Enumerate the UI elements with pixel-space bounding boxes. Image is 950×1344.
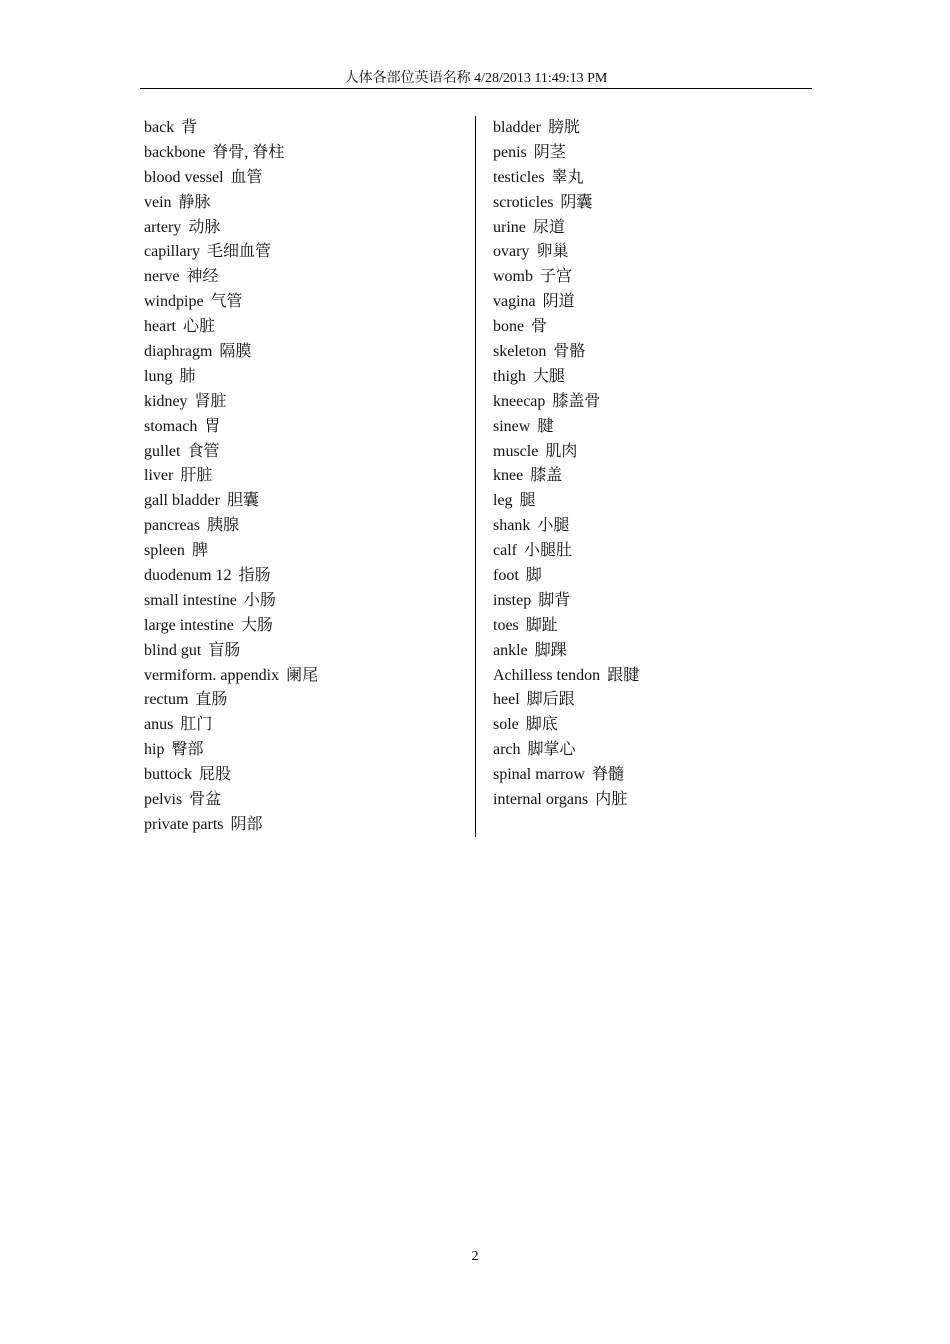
chinese-term: 阴囊: [560, 193, 593, 211]
vocab-entry: [144, 589, 464, 614]
chinese-term: 胆囊: [226, 492, 259, 510]
vocab-entry: [493, 415, 793, 440]
english-term: womb: [493, 268, 533, 286]
chinese-term: 静脉: [178, 193, 211, 211]
english-term: arch: [493, 741, 521, 759]
english-term: diaphragm: [144, 343, 213, 361]
chinese-term: 胰腺: [206, 517, 239, 535]
chinese-term: 膝盖: [530, 467, 563, 485]
english-term: large intestine: [144, 616, 234, 634]
vocab-entry: [144, 141, 464, 166]
english-term: ovary: [493, 243, 530, 261]
english-term: liver: [144, 467, 174, 485]
english-term: bone: [493, 318, 525, 336]
chinese-term: 卵巢: [536, 243, 569, 261]
vocab-entry: [144, 415, 464, 440]
vocab-entry: [493, 788, 793, 813]
vocab-entry: [493, 763, 793, 788]
chinese-term: 阴部: [230, 815, 263, 833]
english-term: buttock: [144, 766, 192, 784]
vocab-entry: [144, 813, 464, 838]
chinese-term: 脚掌心: [527, 741, 576, 759]
vocab-entry: [493, 365, 793, 390]
vocab-entry: [144, 340, 464, 365]
chinese-term: 睾丸: [551, 168, 584, 186]
vocab-entry: [493, 216, 793, 241]
english-term: thigh: [493, 367, 526, 385]
chinese-term: 跟腱: [607, 666, 640, 684]
english-term: backbone: [144, 143, 206, 161]
vocab-entry: [144, 216, 464, 241]
vocab-entry: [493, 489, 793, 514]
chinese-term: 脚踝: [534, 641, 567, 659]
vocab-entry: [144, 514, 464, 539]
vocab-entry: [493, 738, 793, 763]
chinese-term: 膀胱: [547, 119, 580, 136]
english-term: knee: [493, 467, 524, 485]
english-term: vagina: [493, 293, 536, 311]
vocab-entry: [144, 116, 464, 141]
chinese-term: 阑尾: [286, 666, 319, 684]
english-term: vein: [144, 193, 172, 211]
chinese-term: 阴茎: [533, 143, 566, 161]
vocab-entry: [493, 589, 793, 614]
vocab-entry: [144, 166, 464, 191]
chinese-term: 脚: [525, 567, 542, 585]
vocab-entry: [493, 664, 793, 689]
chinese-term: 屁股: [199, 766, 232, 784]
vocab-entry: [144, 614, 464, 639]
chinese-term: 气管: [210, 293, 243, 311]
english-term: toes: [493, 616, 519, 634]
vocab-entry: [144, 390, 464, 415]
chinese-term: 小肠: [243, 591, 276, 609]
vocab-entry: [493, 166, 793, 191]
english-term: duodenum 12: [144, 567, 232, 585]
chinese-term: 肾脏: [194, 392, 227, 410]
english-term: leg: [493, 492, 513, 510]
column-divider: [475, 116, 476, 837]
chinese-term: 腱: [537, 417, 554, 435]
chinese-term: 心脏: [182, 318, 215, 336]
english-term: spleen: [144, 542, 185, 560]
vocab-entry: [144, 738, 464, 763]
vocab-entry: [493, 639, 793, 664]
chinese-term: 动脉: [188, 218, 221, 236]
english-term: private parts: [144, 815, 224, 833]
vocab-entry: [493, 240, 793, 265]
english-term: heart: [144, 318, 176, 336]
english-term: heel: [493, 691, 520, 709]
chinese-term: 脚背: [538, 591, 571, 609]
vocab-entry: [493, 116, 793, 141]
chinese-term: 血管: [230, 168, 263, 186]
vocab-entry: [144, 440, 464, 465]
chinese-term: 指肠: [238, 567, 271, 585]
vocab-entry: [144, 240, 464, 265]
chinese-term: 脊骨, 脊柱: [212, 143, 285, 161]
chinese-term: 肺: [179, 367, 196, 385]
chinese-term: 肝脏: [180, 467, 213, 485]
english-term: shank: [493, 517, 531, 535]
vocab-entry: [493, 290, 793, 315]
chinese-term: 小腿: [537, 517, 570, 535]
chinese-term: 内脏: [595, 791, 628, 809]
vocab-entry: [493, 688, 793, 713]
right-column: [493, 116, 793, 813]
chinese-term: 直肠: [195, 691, 228, 709]
english-term: instep: [493, 591, 532, 609]
chinese-term: 肛门: [180, 716, 213, 734]
english-term: pancreas: [144, 517, 200, 535]
vocab-entry: [493, 390, 793, 415]
english-term: gall bladder: [144, 492, 220, 510]
chinese-term: 小腿肚: [523, 542, 572, 560]
english-term: penis: [493, 143, 527, 161]
vocab-entry: [493, 191, 793, 216]
vocab-entry: [144, 489, 464, 514]
vocab-entry: [493, 440, 793, 465]
english-term: blood vessel: [144, 168, 224, 186]
vocab-entry: [144, 191, 464, 216]
chinese-term: 神经: [186, 268, 219, 286]
english-term: urine: [493, 218, 526, 236]
chinese-term: 大腿: [532, 367, 565, 385]
chinese-term: 脚底: [525, 716, 558, 734]
vocab-entry: [144, 265, 464, 290]
english-term: ankle: [493, 641, 528, 659]
english-term: rectum: [144, 691, 189, 709]
vocab-entry: [493, 464, 793, 489]
english-term: testicles: [493, 168, 545, 186]
vocab-entry: [493, 141, 793, 166]
vocab-entry: [144, 763, 464, 788]
chinese-term: 背: [181, 119, 198, 136]
english-term: sole: [493, 716, 519, 734]
chinese-term: 盲肠: [208, 641, 241, 659]
english-term: scroticles: [493, 193, 554, 211]
english-term: internal organs: [493, 791, 589, 809]
vocab-entry: [144, 713, 464, 738]
chinese-term: 隔膜: [219, 343, 252, 361]
chinese-term: 脾: [191, 542, 208, 560]
english-term: vermiform. appendix: [144, 666, 280, 684]
english-term: artery: [144, 218, 182, 236]
vocab-entry: [144, 664, 464, 689]
english-term: blind gut: [144, 641, 202, 659]
vocab-entry: [144, 639, 464, 664]
english-term: sinew: [493, 417, 531, 435]
english-term: lung: [144, 367, 173, 385]
vocab-entry: [493, 340, 793, 365]
vocab-entry: [493, 265, 793, 290]
english-term: foot: [493, 567, 519, 585]
vocab-entry: [144, 290, 464, 315]
english-term: spinal marrow: [493, 766, 585, 784]
english-term: hip: [144, 741, 165, 759]
english-term: calf: [493, 542, 517, 560]
english-term: kneecap: [493, 392, 546, 410]
english-term: skeleton: [493, 343, 547, 361]
vocab-entry: [493, 539, 793, 564]
english-term: back: [144, 119, 175, 136]
vocab-entry: [144, 539, 464, 564]
chinese-term: 骨: [531, 318, 548, 336]
vocab-entry: [493, 564, 793, 589]
english-term: pelvis: [144, 791, 183, 809]
chinese-term: 脚趾: [525, 616, 558, 634]
chinese-term: 毛细血管: [206, 243, 271, 261]
left-column: [144, 116, 464, 838]
chinese-term: 肌肉: [545, 442, 578, 460]
english-term: windpipe: [144, 293, 204, 311]
vocab-entry: [144, 464, 464, 489]
vocab-entry: [144, 788, 464, 813]
header-rule: [140, 88, 812, 89]
vocab-entry: [493, 713, 793, 738]
page-header: 人体各部位英语名称 4/28/2013 11:49:13 PM: [344, 71, 608, 86]
english-term: anus: [144, 716, 174, 734]
english-term: small intestine: [144, 591, 237, 609]
vocab-entry: [144, 688, 464, 713]
vocab-entry: [144, 564, 464, 589]
chinese-term: 食管: [187, 442, 220, 460]
chinese-term: 子宫: [540, 268, 573, 286]
vocab-entry: [144, 365, 464, 390]
english-term: nerve: [144, 268, 180, 286]
vocab-entry: [144, 315, 464, 340]
page-number: 2: [471, 1249, 479, 1264]
chinese-term: 脊髓: [591, 766, 624, 784]
chinese-term: 膝盖骨: [552, 392, 601, 410]
chinese-term: 骨盆: [189, 791, 222, 809]
chinese-term: 腿: [519, 492, 536, 510]
english-term: stomach: [144, 417, 198, 435]
chinese-term: 尿道: [532, 218, 565, 236]
vocab-entry: [493, 614, 793, 639]
chinese-term: 胃: [204, 417, 221, 435]
vocab-entry: [493, 514, 793, 539]
vocab-entry: [493, 315, 793, 340]
english-term: capillary: [144, 243, 200, 261]
chinese-term: 骨骼: [553, 343, 586, 361]
chinese-term: 阴道: [542, 293, 575, 311]
english-term: bladder: [493, 119, 541, 136]
english-term: Achilless tendon: [493, 666, 601, 684]
chinese-term: 大肠: [240, 616, 273, 634]
chinese-term: 臀部: [171, 741, 204, 759]
english-term: muscle: [493, 442, 539, 460]
english-term: gullet: [144, 442, 181, 460]
english-term: kidney: [144, 392, 188, 410]
chinese-term: 脚后跟: [526, 691, 575, 709]
